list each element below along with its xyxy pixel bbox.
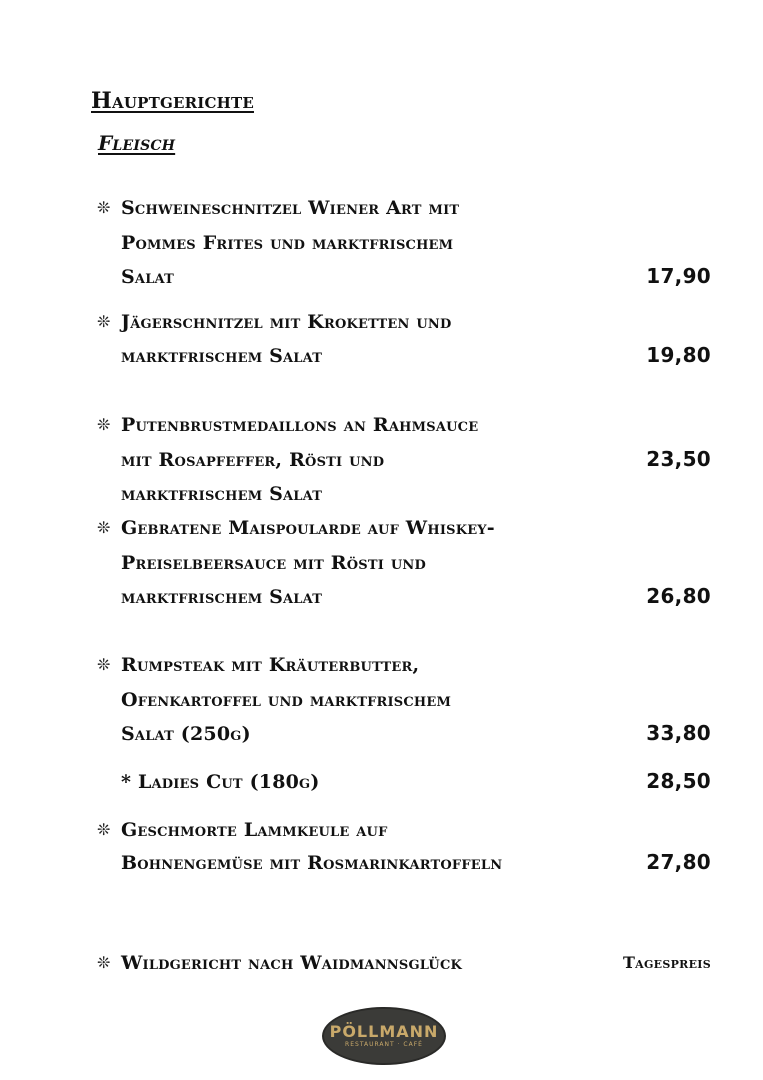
menu-item-line: marktfrischem Salat xyxy=(121,586,323,608)
bullet-icon: ❊ xyxy=(97,820,111,839)
menu-item-price: 27,80 xyxy=(646,850,711,874)
bullet-icon: ❊ xyxy=(97,415,111,434)
menu-item-line: mit Rosapfeffer, Rösti und xyxy=(121,449,385,471)
menu-item-price: 23,50 xyxy=(646,447,711,471)
menu-item-line: Salat (250g) xyxy=(121,723,251,745)
subsection-title: Fleisch xyxy=(98,131,176,155)
menu-item-price: 26,80 xyxy=(646,584,711,608)
bullet-icon: ❊ xyxy=(97,953,111,972)
menu-item-line: Ofenkartoffel und marktfrischem xyxy=(121,689,452,711)
menu-item-price: 33,80 xyxy=(646,721,711,745)
menu-item-line: marktfrischem Salat xyxy=(121,345,323,367)
menu-item-line: Jägerschnitzel mit Kroketten und xyxy=(121,311,452,333)
menu-item-line: * Ladies Cut (180g) xyxy=(121,771,320,793)
bullet-icon: ❊ xyxy=(97,198,111,217)
menu-item-price: 28,50 xyxy=(646,769,711,793)
menu-item-line: marktfrischem Salat xyxy=(121,483,323,505)
menu-item-price: 19,80 xyxy=(646,343,711,367)
menu-item-price: Tagespreis xyxy=(622,953,711,972)
menu-item-line: Rumpsteak mit Kräuterbutter, xyxy=(121,654,420,676)
restaurant-logo xyxy=(322,1007,446,1065)
bullet-icon: ❊ xyxy=(97,518,111,537)
menu-item-line: Pommes Frites und marktfrischem xyxy=(121,232,454,254)
menu-item-line: Bohnengemüse mit Rosmarinkartoffeln xyxy=(121,852,503,874)
menu-item-line: Putenbrustmedaillons an Rahmsauce xyxy=(121,414,479,436)
logo-name: PÖLLMANN xyxy=(329,1022,439,1041)
menu-item-line: Gebratene Maispoularde auf Whiskey- xyxy=(121,517,495,539)
bullet-icon: ❊ xyxy=(97,655,111,674)
menu-item-line: Schweineschnitzel Wiener Art mit xyxy=(121,197,460,219)
section-title: Hauptgerichte xyxy=(91,88,254,114)
menu-item-line: Preiselbeersauce mit Rösti und xyxy=(121,552,426,574)
bullet-icon: ❊ xyxy=(97,312,111,331)
menu-item-price: 17,90 xyxy=(646,264,711,288)
menu-item-line: Geschmorte Lammkeule auf xyxy=(121,819,388,841)
menu-item-line: Salat xyxy=(121,266,174,288)
logo-subtitle: RESTAURANT · CAFÉ xyxy=(345,1041,423,1048)
menu-item-line: Wildgericht nach Waidmannsglück xyxy=(121,952,462,974)
